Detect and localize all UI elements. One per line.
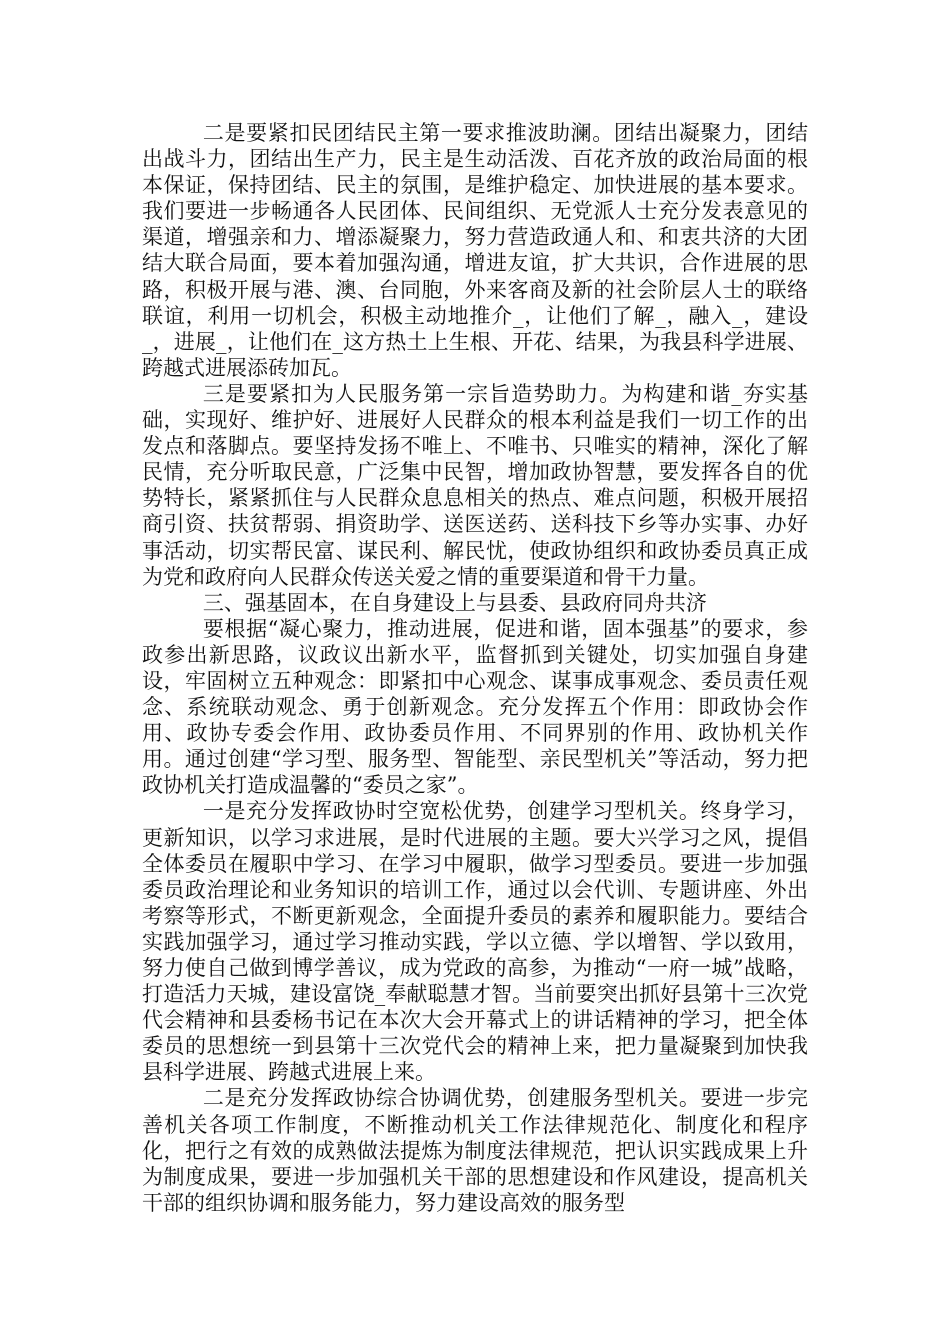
- paragraph-serve-people: 三是要紧扣为人民服务第一宗旨造势助力。为构建和谐_夯实基础，实现好、维护好、进展好人民群众的根本利益是我们一切工作的出发点和落脚点。要坚持发扬不唯上、不唯书、只唯实的精神，深化了解民情，充分听取民意，广泛集中民智，增加政协智慧，要发挥各自的优势特长，紧紧抓住与人民群众息息相关的热点、难点问题，积极开展招商引资、扶贫帮弱、捐资助学、送医送药、送科技下乡等办实事、办好事活动，切实帮民富、谋民利、解民忧，使政协组织和政协委员真正成为党和政府向人民群众传送关爱之情的重要渠道和骨干力量。: [142, 381, 808, 589]
- paragraph-learning-organ: 一是充分发挥政协时空宽松优势，创建学习型机关。终身学习，更新知识，以学习求进展，是时代进展的主题。要大兴学习之风，提倡全体委员在履职中学习、在学习中履职，做学习型委员。要进一步加强委员政治理论和业务知识的培训工作，通过以会代训、专题讲座、外出考察等形式，不断更新观念，全面提升委员的素养和履职能力。要结合实践加强学习，通过学习推动实践，学以立德、学以增智、学以致用，努力使自己做到博学善议，成为党政的高参，为推动“一府一城”战略，打造活力天城，建设富饶_奉献聪慧才智。当前要突出抓好县第十三次党代会精神和县委杨书记在本次大会开幕式上的讲话精神的学习，把全体委员的思想统一到县第十三次党代会的精神上来，把力量凝聚到加快我县科学进展、跨越式进展上来。: [142, 799, 808, 1085]
- paragraph-unity-democracy: 二是要紧扣民团结民主第一要求推波助澜。团结出凝聚力，团结出战斗力，团结出生产力，民主是生动活泼、百花齐放的政治局面的根本保证，保持团结、民主的氛围，是维护稳定、加快进展的基本要求。我们要进一步畅通各人民团体、民间组织、无党派人士充分发表意见的渠道，增强亲和力、增添凝聚力，努力营造政通人和、和衷共济的大团结大联合局面，要本着加强沟通，增进友谊，扩大共识，合作进展的思路，积极开展与港、澳、台同胞，外来客商及新的社会阶层人士的联络联谊，利用一切机会，积极主动地推介_，让他们了解_，融入_，建设_，进展_，让他们在_这方热土上生根、开花、结果，为我县科学进展、跨越式进展添砖加瓦。: [142, 121, 808, 380]
- section-heading-self-building: 三、强基固本，在自身建设上与县委、县政府同舟共济: [202, 590, 707, 615]
- document-body: [142, 120, 808, 1216]
- paragraph-service-organ: 二是充分发挥政协综合协调优势，创建服务型机关。要进一步完善机关各项工作制度，不断推动机关工作法律规范化、制度化和程序化，把行之有效的成熟做法提炼为制度法律规范，把认识实践成果上升为制度成果，要进一步加强机关干部的思想建设和作风建设，提高机关干部的组织协调和服务能力，努力建设高效的服务型: [142, 1086, 808, 1215]
- paragraph-requirements: 要根据“凝心聚力，推动进展，促进和谐，固本强基”的要求，参政参出新思路，议政议出新水平，监督抓到关键处，切实加强自身建设，牢固树立五种观念：即紧扣中心观念、谋事成事观念、委员责任观念、系统联动观念、勇于创新观念。充分发挥五个作用：即政协会作用、政协专委会作用、政协委员作用、不同界别的作用、政协机关作用。通过创建“学习型、服务型、智能型、亲民型机关”等活动，努力把政协机关打造成温馨的“委员之家”。: [142, 616, 808, 798]
